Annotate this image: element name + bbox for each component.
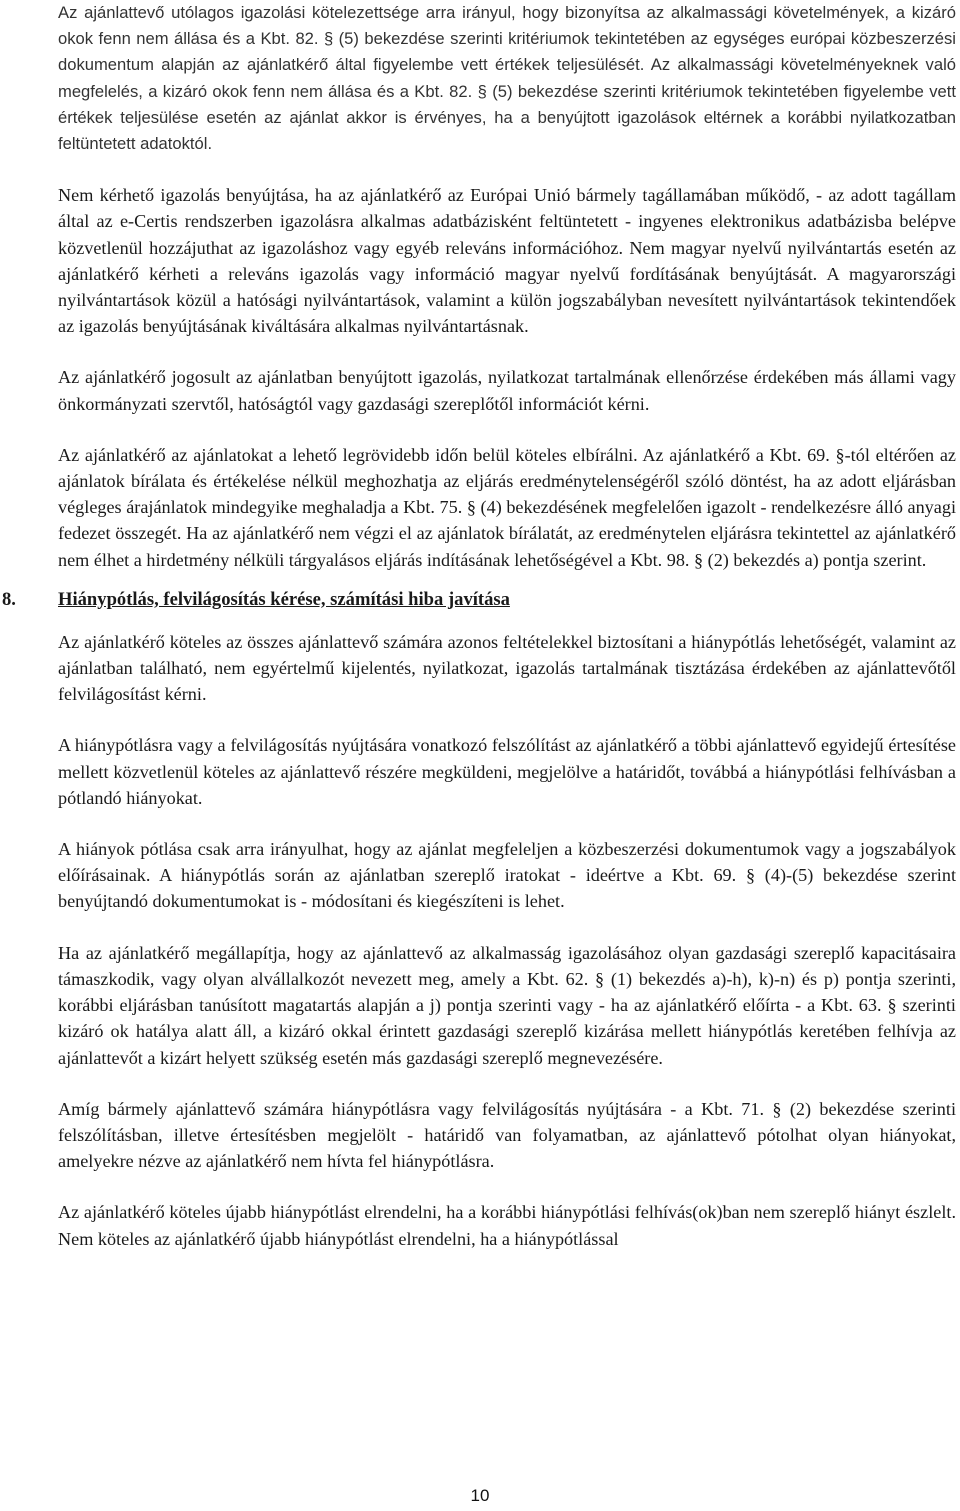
paragraph-nem-kerheto-igazolas: Nem kérhető igazolás benyújtása, ha az ajánlatkérő az Európai Unió bármely tagállamában működő, - az adott tagállam által az e-Certis rendszerben igazolásra alkalmas adatbázisként feltüntetett - ingyenes elektronikus adatbázisba belépve közvetlenül hozzájuthat az igazoláshoz vagy egyéb releváns információhoz. Nem magyar nyelvű nyilvántartás esetén az ajánlatkérő kérheti a releváns igazolás vagy információ magyar nyelvű fordításának benyújtását. A magyarországi nyilvántartások közül a hatósági nyilvántartások, valamint a külön jogszabályban nevesített nyilvántartások tekintendőek az igazolás benyújtásának kiváltására alkalmas nyilvántartásnak. bbox=[58, 185, 956, 337]
section-heading bbox=[2, 587, 956, 613]
paragraph-ujabb-hianypotlas: Az ajánlatkérő köteles újabb hiánypótlást elrendelni, ha a korábbi hiánypótlási felhívás(ok)ban nem szereplő hiányt észlelt. Nem köteles az ajánlatkérő újabb hiánypótlást elrendelni, ha a hiánypótlással bbox=[58, 1202, 956, 1249]
paragraph-utolagos-igazolas: Az ajánlattevő utólagos igazolási kötelezettsége arra irányul, hogy bizonyítsa az alkalmassági követelmények, a kizáró okok fenn nem állása és a Kbt. 82. § (5) bekezdése szerinti kritériumok tekintetében az egységes európai közbeszerzési dokumentum alapján az ajánlatkérő által figyelembe vett értékek teljesülését. Az alkalmassági követelményeknek való megfelelés, a kizáró okok fenn nem állása és a Kbt. 82. § (5) bekezdése szerinti kritériumok tekintetében figyelembe vett értékek teljesülése esetén az ajánlat akkor is érvényes, ha a benyújtott igazolások eltérnek a korábbi nyilatkozatban feltüntetett adatoktól. bbox=[58, 3, 956, 154]
paragraph-ellenorzes: Az ajánlatkérő jogosult az ajánlatban benyújtott igazolás, nyilatkozat tartalmának ellenőrzése érdekében más állami vagy önkormányzati szervtől, hatóságtól vagy gazdasági szereplőtől információt kérni. bbox=[58, 367, 956, 414]
paragraph-felszolitas: A hiánypótlásra vagy a felvilágosítás nyújtására vonatkozó felszólítást az ajánlatkérő a többi ajánlattevő egyidejű értesítése mellett közvetlenül köteles az ajánlattevő részére megküldeni, megjelölve a határidőt, továbbá a hiánypótlási felhívásban a pótlandó hiányokat. bbox=[58, 735, 956, 808]
paragraph-kapacitasok: Ha az ajánlatkérő megállapítja, hogy az ajánlattevő az alkalmasság igazolásához olyan gazdasági szereplő kapacitásaira támaszkodik, vagy olyan alvállalkozót nevezett meg, amely a Kbt. 62. § (1) bekezdés a)-h), k)-n) és p) pontja szerinti, korábbi eljárásban tanúsított magatartás alapján a j) pontja szerinti vagy - ha az ajánlatkérő előírta - a Kbt. 63. § szerinti kizáró ok hatálya alatt áll, a kizáró okkal érintett gazdasági szereplő kizárása mellett hiánypótlás keretében felhívja az ajánlattevőt a kizárt helyett szükség esetén más gazdasági szereplő megnevezésére. bbox=[58, 942, 956, 1068]
section-title: Hiánypótlás, felvilágosítás kérése, számítási hiba javítása bbox=[58, 588, 510, 610]
paragraph-hatarido: Amíg bármely ajánlattevő számára hiánypótlásra vagy felvilágosítás nyújtására - a Kbt. 71. § (2) bekezdése szerinti felszólításban, illetve értesítésben megjelölt - határidő van folyamatban, az ajánlattevő pótolhat olyan hiányokat, amelyekre nézve az ajánlatkérő nem hívta fel hiánypótlásra. bbox=[58, 1098, 956, 1172]
paragraph-hianyok-potlasa: A hiányok pótlása csak arra irányulhat, hogy az ajánlat megfeleljen a közbeszerzési dokumentumok vagy a jogszabályok előírásainak. A hiánypótlás során az ajánlatban szereplő iratokat - ideértve a Kbt. 69. § (4)-(5) bekezdése szerint benyújtandó dokumentumokat is - módosítani és kiegészíteni is lehet. bbox=[58, 839, 956, 912]
section-number: 8. bbox=[2, 588, 16, 610]
paragraph-hianypotlas-lehetosege: Az ajánlatkérő köteles az összes ajánlattevő számára azonos feltételekkel biztosítani a hiánypótlás lehetőségét, valamint az ajánlatban található, nem egyértelmű kijelentés, nyilatkozat, igazolás tartalmának tisztázása érdekében az ajánlattevőtől felvilágosítást kérni. bbox=[58, 631, 956, 705]
paragraph-elbiralas: Az ajánlatkérő az ajánlatokat a lehető legrövidebb időn belül köteles elbírálni. Az ajánlatkérő a Kbt. 69. §-tól eltérően az ajánlatok bírálata és értékelése nélkül meghozhatja az eljárás eredménytelenségéről szóló döntést, ha az adott eljárásban végleges árajánlatok mindegyike meghaladja a Kbt. 75. § (4) bekezdésének megfelelően igazolt - rendelkezésre álló anyagi fedezet összegét. Ha az ajánlatkérő nem végzi el az ajánlatok bírálatát, az eredménytelen eljárásra tekintettel az ajánlatkérő nem élhet a hirdetmény nélküli tárgyalásos eljárás indításának lehetőségével a Kbt. 98. § (2) bekezdés a) pontja szerint. bbox=[58, 444, 956, 570]
page-number: 10 bbox=[470, 1486, 490, 1505]
document-page bbox=[2, 0, 956, 1252]
